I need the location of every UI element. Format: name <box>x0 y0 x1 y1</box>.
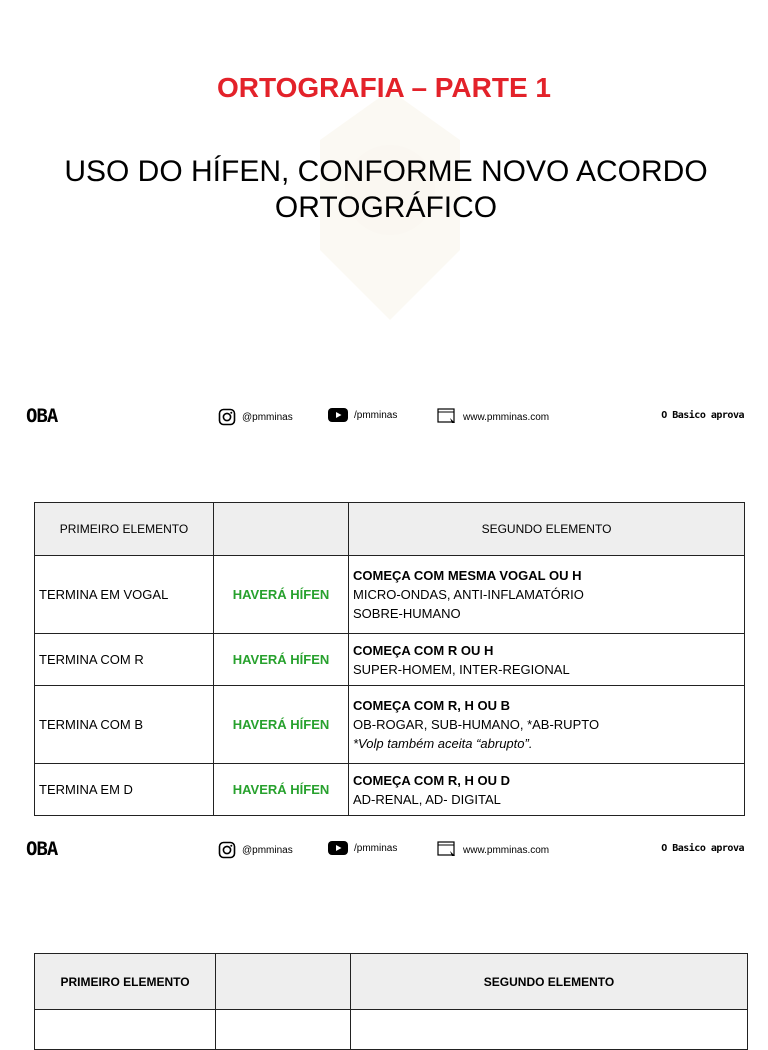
oba-logo: OBA <box>26 405 58 427</box>
rule-example: AD-RENAL, AD- DIGITAL <box>353 791 501 807</box>
youtube-icon <box>328 841 348 855</box>
web-icon <box>437 841 457 859</box>
row-second-element <box>351 1010 748 1050</box>
rule-example: SUPER-HOMEM, INTER-REGIONAL <box>353 661 570 677</box>
table-row <box>35 686 745 764</box>
instagram-link[interactable] <box>218 408 293 426</box>
row-result <box>216 1010 351 1050</box>
row-first-element: TERMINA EM VOGAL <box>35 556 214 634</box>
rule-example: SOBRE-HUMANO <box>353 606 461 621</box>
website-url: www.pmminas.com <box>463 844 550 856</box>
rule-title: COMEÇA COM R, H OU D <box>353 772 510 788</box>
rule-title: COMEÇA COM R, H OU B <box>353 698 510 713</box>
row-second-element <box>349 764 745 816</box>
row-result: HAVERÁ HÍFEN <box>214 764 349 816</box>
header-second-element: SEGUNDO ELEMENTO <box>351 954 748 1010</box>
row-first-element: TERMINA COM R <box>35 634 214 686</box>
row-first-element: TERMINA COM B <box>35 686 214 764</box>
instagram-link[interactable] <box>218 841 293 859</box>
rule-example: OB-ROGAR, SUB-HUMANO, *AB-RUPTO <box>353 717 600 732</box>
tagline: O Basico aprova <box>661 843 744 854</box>
instagram-handle: @pmminas <box>242 844 293 856</box>
row-first-element: TERMINA EM D <box>35 764 214 816</box>
rule-title: COMEÇA COM R OU H <box>353 642 494 658</box>
table-header-row <box>35 503 745 556</box>
table-row <box>35 556 745 634</box>
table-row <box>35 634 745 686</box>
row-second-element <box>349 634 745 686</box>
row-first-element <box>35 1010 216 1050</box>
website-link[interactable] <box>437 841 549 859</box>
youtube-link[interactable] <box>328 408 397 422</box>
hyphen-rules-table <box>34 502 745 816</box>
page-title: ORTOGRAFIA – PARTE 1 <box>217 72 551 103</box>
header-result <box>216 954 351 1010</box>
youtube-icon <box>328 408 348 422</box>
website-url: www.pmminas.com <box>463 411 550 423</box>
page-subtitle: USO DO HÍFEN, CONFORME NOVO ACORDO ORTOGRÁFICO <box>64 155 708 224</box>
tagline: O Basico aprova <box>661 410 744 421</box>
row-result: HAVERÁ HÍFEN <box>214 634 349 686</box>
header-first-element: PRIMEIRO ELEMENTO <box>35 503 214 556</box>
header-first-element: PRIMEIRO ELEMENTO <box>35 954 216 1010</box>
youtube-handle: /pmminas <box>354 409 398 421</box>
instagram-handle: @pmminas <box>242 411 293 423</box>
instagram-icon <box>218 841 236 859</box>
rule-title: COMEÇA COM MESMA VOGAL OU H <box>353 568 582 583</box>
youtube-handle: /pmminas <box>354 842 398 854</box>
rule-example: MICRO-ONDAS, ANTI-INFLAMATÓRIO <box>353 587 584 602</box>
table-header-row <box>35 954 748 1010</box>
page-footer <box>0 838 768 862</box>
instagram-icon <box>218 408 236 426</box>
table-row <box>35 764 745 816</box>
table-row <box>35 1010 748 1050</box>
website-link[interactable] <box>437 408 549 426</box>
web-icon <box>437 408 457 426</box>
row-result: HAVERÁ HÍFEN <box>214 686 349 764</box>
oba-logo: OBA <box>26 838 58 860</box>
header-second-element: SEGUNDO ELEMENTO <box>349 503 745 556</box>
rule-note: *Volp também aceita “abrupto”. <box>353 736 533 751</box>
row-result: HAVERÁ HÍFEN <box>214 556 349 634</box>
header-result <box>214 503 349 556</box>
youtube-link[interactable] <box>328 841 397 855</box>
row-second-element <box>349 686 745 764</box>
row-second-element <box>349 556 745 634</box>
page-footer <box>0 405 768 429</box>
hyphen-rules-table-2 <box>34 953 748 1050</box>
